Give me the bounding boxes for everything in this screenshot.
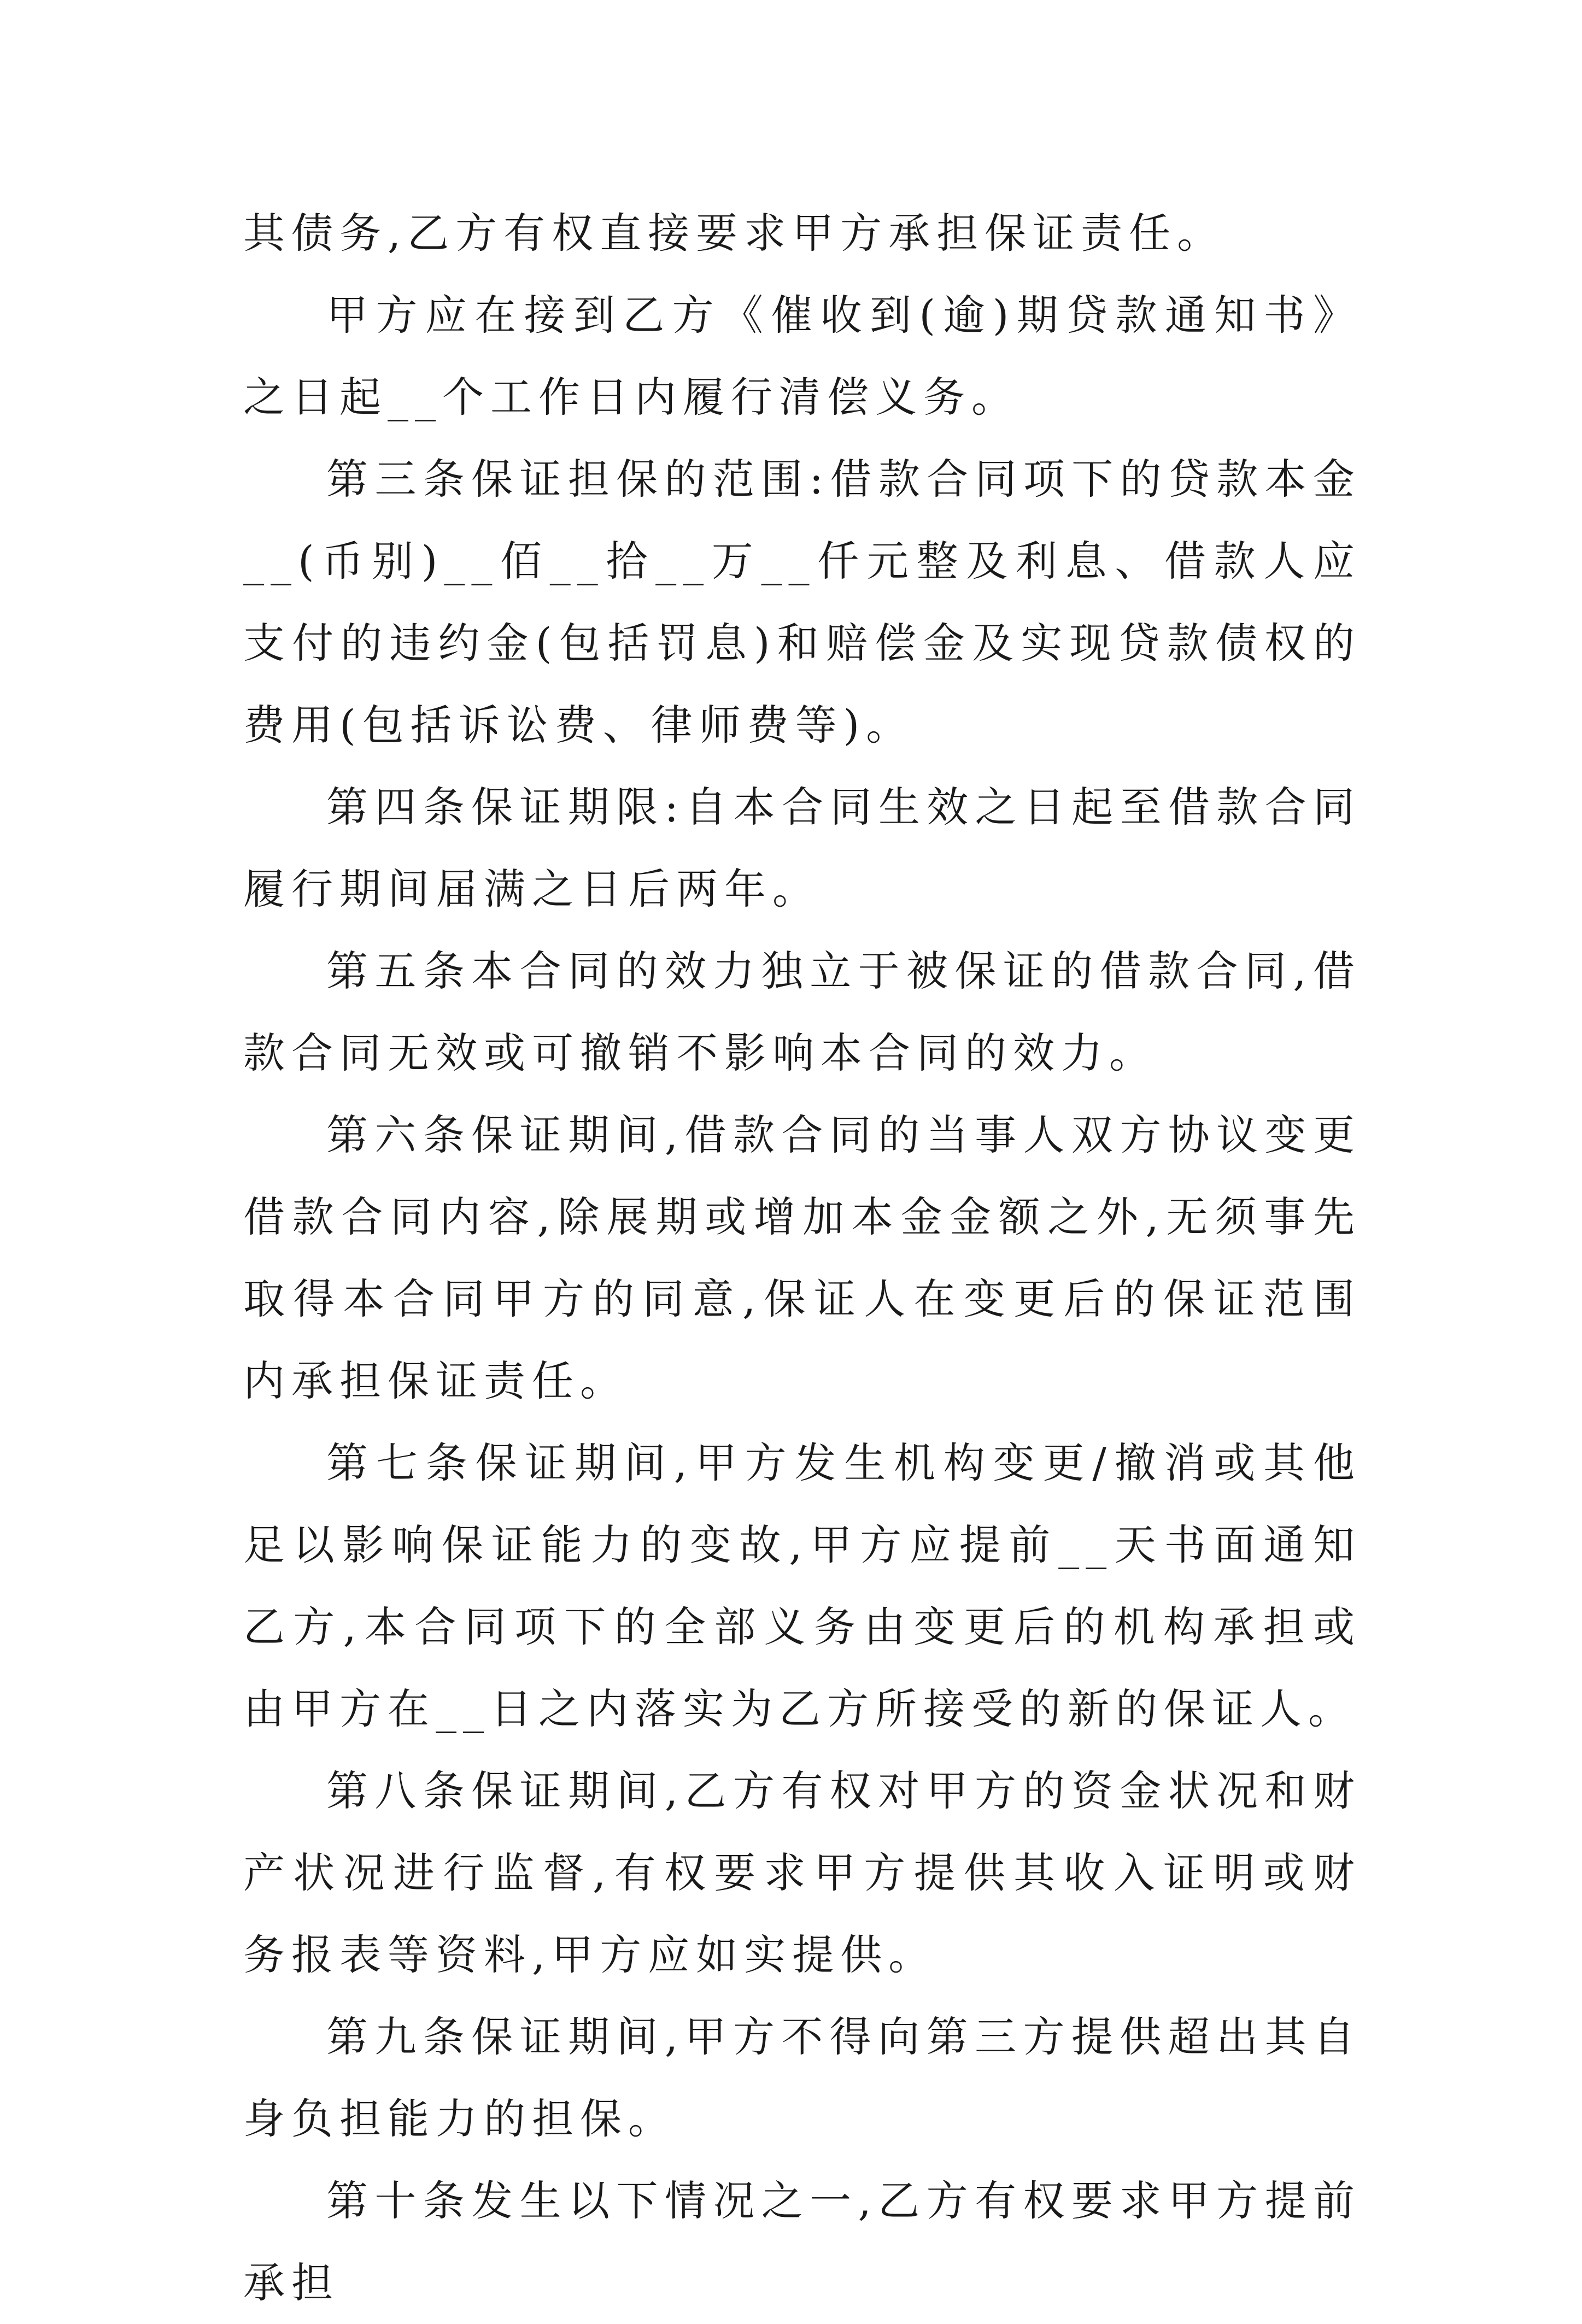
document-body — [243, 192, 1361, 2324]
paragraph-article-10: 第十条发生以下情况之一,乙方有权要求甲方提前承担 — [243, 2176, 1361, 2307]
paragraph-article-5: 第五条本合同的效力独立于被保证的借款合同,借款合同无效或可撤销不影响本合同的效力。 — [243, 947, 1361, 1077]
paragraph-article-6: 第六条保证期间,借款合同的当事人双方协议变更借款合同内容,除展期或增加本金金额之外,无须事先取得本合同甲方的同意,保证人在变更后的保证范围内承担保证责任。 — [243, 1111, 1361, 1405]
paragraph-continuation: 其债务,乙方有权直接要求甲方承担保证责任。 — [243, 209, 1226, 257]
paragraph-article-9: 第九条保证期间,甲方不得向第三方提供超出其自身负担能力的担保。 — [243, 2012, 1361, 2143]
paragraph-article-7: 第七条保证期间,甲方发生机构变更/撤消或其他足以影响保证能力的变故,甲方应提前__天书面通知乙方,本合同项下的全部义务由变更后的机构承担或由甲方在__日之内落实为乙方所接受的新的保证人。 — [243, 1439, 1361, 1733]
paragraph-article-3: 第三条保证担保的范围:借款合同项下的贷款本金__(币别)__佰__拾__万__仟元整及利息、借款人应支付的违约金(包括罚息)和赔偿金及实现贷款债权的费用(包括诉讼费、律师费等)。 — [243, 455, 1361, 749]
paragraph-repayment-deadline: 甲方应在接到乙方《催收到(逾)期贷款通知书》之日起__个工作日内履行清偿义务。 — [243, 291, 1361, 421]
paragraph-article-4: 第四条保证期限:自本合同生效之日起至借款合同履行期间届满之日后两年。 — [243, 783, 1361, 913]
paragraph-article-8: 第八条保证期间,乙方有权对甲方的资金状况和财产状况进行监督,有权要求甲方提供其收入证明或财务报表等资料,甲方应如实提供。 — [243, 1767, 1361, 1979]
